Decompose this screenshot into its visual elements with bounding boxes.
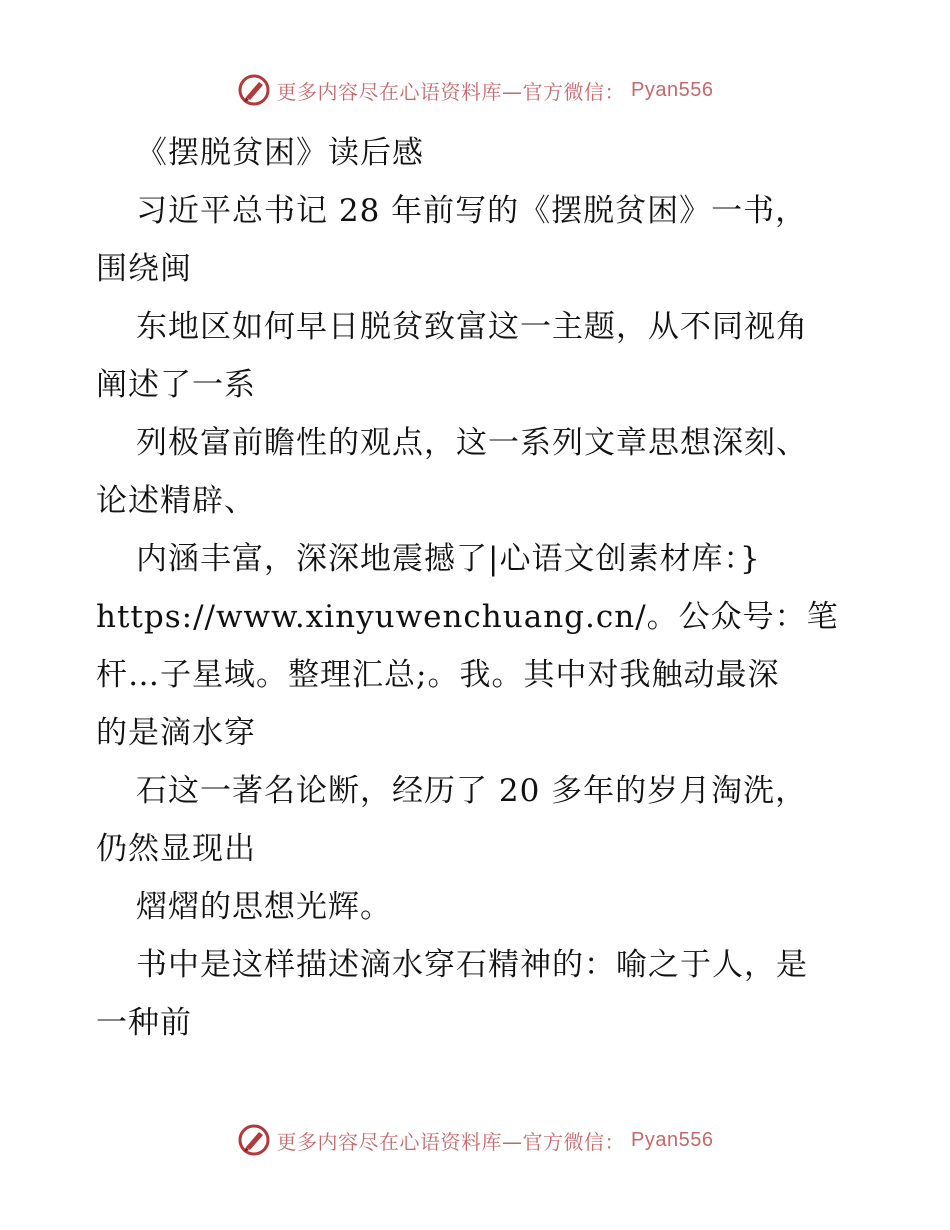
text-line: 阐述了一系	[96, 367, 256, 403]
document-body	[96, 124, 856, 1052]
text-line: 一种前	[96, 1005, 192, 1041]
text-line: 书中是这样描述滴水穿石精神的：喻之于人，是	[136, 947, 808, 983]
text-line: 论述精辟、	[96, 483, 256, 519]
document-title: 《摆脱贫困》读后感	[136, 135, 424, 171]
text-line: https://www.xinyuwenchuang.cn/。公众号：笔	[96, 599, 839, 635]
text-line: 习近平总书记 28 年前写的《摆脱贫困》一书，	[136, 193, 808, 229]
header-banner	[0, 72, 950, 108]
text-line: 杆…子星域。整理汇总;。我。其中对我触动最深	[96, 657, 780, 693]
footer-banner	[0, 1122, 950, 1158]
text-line: 列极富前瞻性的观点，这一系列文章思想深刻、	[136, 425, 808, 461]
footer-wechat-id: Pyan556	[631, 1128, 714, 1151]
text-line: 的是滴水穿	[96, 715, 256, 751]
pen-logo-icon	[237, 1123, 271, 1157]
text-line: 东地区如何早日脱贫致富这一主题，从不同视角	[136, 309, 808, 345]
header-banner-text: 更多内容尽在心语资料库—官方微信：	[276, 79, 626, 104]
text-line: 石这一著名论断，经历了 20 多年的岁月淘洗，	[136, 773, 808, 809]
footer-banner-text: 更多内容尽在心语资料库—官方微信：	[276, 1129, 626, 1154]
text-line: 内涵丰富，深深地震撼了|心语文创素材库：}	[136, 541, 761, 577]
header-wechat-id: Pyan556	[631, 78, 714, 101]
text-line: 围绕闽	[96, 251, 192, 287]
text-line: 仍然显现出	[96, 831, 256, 867]
text-line: 熠熠的思想光辉。	[136, 889, 392, 925]
pen-logo-icon	[237, 73, 271, 107]
